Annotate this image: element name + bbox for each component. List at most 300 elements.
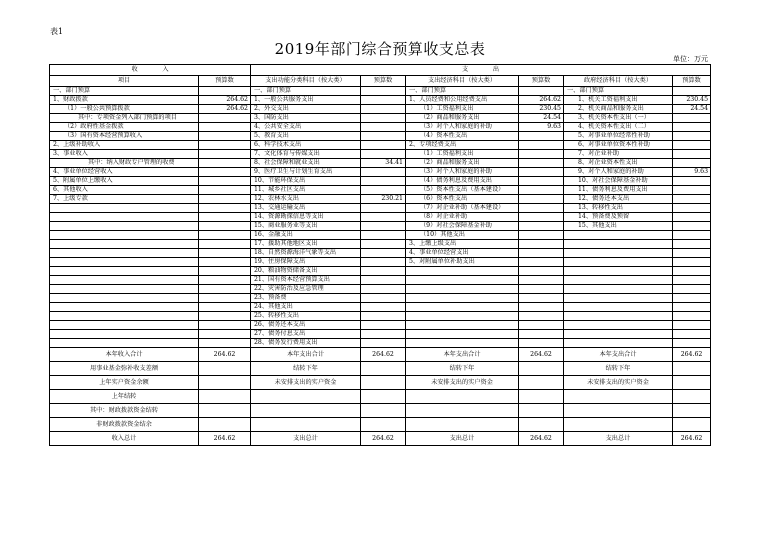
table-row [50, 105, 711, 114]
table-cell [673, 204, 711, 213]
table-cell: 12、农林水支出 [251, 195, 361, 204]
table-row [50, 267, 711, 276]
table-cell [361, 303, 406, 312]
table-cell [406, 339, 519, 348]
table-cell [50, 213, 199, 222]
table-cell: 24.54 [519, 114, 564, 123]
table-cell [673, 276, 711, 285]
table-cell [519, 159, 564, 168]
table-cell [564, 276, 673, 285]
table-row [50, 123, 711, 132]
table-cell [361, 321, 406, 330]
table-cell [564, 258, 673, 267]
expense-group-header: 支 出 [251, 65, 711, 76]
table-row [50, 114, 711, 123]
table-cell [50, 267, 199, 276]
table-cell [361, 330, 406, 339]
table-cell [564, 303, 673, 312]
table-cell [50, 276, 199, 285]
summary-cell: 264.62 [199, 348, 251, 362]
table-cell: 8、对企业资本性支出 [564, 159, 673, 168]
table-row [50, 231, 711, 240]
table-cell [564, 240, 673, 249]
summary-cell [564, 390, 673, 404]
table-row [50, 177, 711, 186]
table-cell: 6、对事业单位资本性补助 [564, 141, 673, 150]
table-cell: 23、预备费 [251, 294, 361, 303]
summary-cell [251, 390, 361, 404]
table-row [50, 294, 711, 303]
item-header: 项目 [50, 76, 199, 87]
table-cell [673, 114, 711, 123]
table-cell: 9.63 [519, 123, 564, 132]
summary-row [50, 362, 711, 376]
summary-cell [673, 404, 711, 418]
table-cell [406, 330, 519, 339]
table-cell [361, 213, 406, 222]
table-cell [50, 303, 199, 312]
table-cell [361, 267, 406, 276]
table-cell: 14、预备费及预留 [564, 213, 673, 222]
table-cell [50, 258, 199, 267]
table-cell: 6、科学技术支出 [251, 141, 361, 150]
table-cell [50, 294, 199, 303]
table-cell [519, 339, 564, 348]
summary-cell [519, 362, 564, 376]
table-cell: 15、其他支出 [564, 222, 673, 231]
table-cell: 34.41 [361, 159, 406, 168]
table-cell [199, 321, 251, 330]
table-cell: 6、其他收入 [50, 186, 199, 195]
table-cell [361, 285, 406, 294]
table-cell: 9、对个人和家庭的补助 [564, 168, 673, 177]
table-cell [564, 312, 673, 321]
table-cell: 1、财政拨款 [50, 96, 199, 105]
table-cell: 4、事业单位经营收入 [50, 168, 199, 177]
table-cell: 25、转移性支出 [251, 312, 361, 321]
budget-header-2: 预算数 [361, 76, 406, 87]
table-cell [519, 195, 564, 204]
summary-cell: 本年收入合计 [50, 348, 199, 362]
table-cell [406, 267, 519, 276]
summary-row [50, 432, 711, 446]
table-cell [199, 285, 251, 294]
table-cell [199, 222, 251, 231]
table-cell [361, 105, 406, 114]
table-cell [199, 186, 251, 195]
table-cell [361, 240, 406, 249]
table-row [50, 96, 711, 105]
table-cell [519, 87, 564, 96]
table-cell: 5、对附属单位补助支出 [406, 258, 519, 267]
table-cell [361, 141, 406, 150]
table-cell: 264.62 [519, 96, 564, 105]
table-cell [50, 321, 199, 330]
table-cell [673, 177, 711, 186]
table-row [50, 150, 711, 159]
table-cell: 7、对企业补助 [564, 150, 673, 159]
summary-cell: 未安排支出的实户资金 [251, 376, 361, 390]
header-row [50, 76, 711, 87]
table-cell [673, 213, 711, 222]
summary-cell: 结转下年 [406, 362, 519, 376]
table-cell [199, 330, 251, 339]
table-cell: （4）债务利息及费用支出 [406, 177, 519, 186]
table-cell [50, 240, 199, 249]
table-cell [519, 132, 564, 141]
summary-cell: 结转下年 [564, 362, 673, 376]
summary-cell: 264.62 [519, 348, 564, 362]
table-cell: （2）商品和服务支出 [406, 159, 519, 168]
table-cell [519, 141, 564, 150]
table-cell: 一、部门预算 [251, 87, 361, 96]
table-cell [199, 132, 251, 141]
summary-cell [519, 418, 564, 432]
table-cell: （6）资本性支出 [406, 195, 519, 204]
table-cell: 18、自然资源海洋气象等支出 [251, 249, 361, 258]
summary-cell: 用事业基金弥补收支差额 [50, 362, 199, 376]
table-cell [673, 240, 711, 249]
table-cell: （1）一般公共预算拨款 [50, 105, 199, 114]
table-cell: 230.45 [673, 96, 711, 105]
table-cell [50, 330, 199, 339]
table-cell [519, 204, 564, 213]
table-label: 表1 [50, 27, 64, 36]
summary-row [50, 418, 711, 432]
table-cell [519, 267, 564, 276]
table-cell [199, 195, 251, 204]
table-cell: （7）对企业补助（基本建设） [406, 204, 519, 213]
summary-cell [361, 362, 406, 376]
table-cell [361, 168, 406, 177]
table-cell: 24.54 [673, 105, 711, 114]
econ-class-header: 支出经济科目（按大类） [406, 76, 519, 87]
table-cell: 一、部门预算 [50, 87, 199, 96]
summary-row [50, 348, 711, 362]
table-row [50, 213, 711, 222]
table-cell: 10、节能环保支出 [251, 177, 361, 186]
table-cell [199, 249, 251, 258]
summary-cell [673, 390, 711, 404]
table-row [50, 285, 711, 294]
table-cell [199, 339, 251, 348]
table-cell [519, 294, 564, 303]
func-class-header: 支出功能分类科目（按大类） [251, 76, 361, 87]
table-cell [519, 249, 564, 258]
table-cell [199, 312, 251, 321]
summary-cell [519, 404, 564, 418]
summary-cell: 264.62 [361, 348, 406, 362]
table-cell [519, 330, 564, 339]
table-row [50, 258, 711, 267]
table-cell [361, 249, 406, 258]
summary-cell: 其中：财政拨款资金结转 [50, 404, 199, 418]
summary-cell: 264.62 [519, 432, 564, 446]
summary-cell: 本年支出合计 [564, 348, 673, 362]
table-row [50, 204, 711, 213]
summary-cell [673, 362, 711, 376]
table-row [50, 186, 711, 195]
summary-cell [406, 418, 519, 432]
table-cell [519, 321, 564, 330]
summary-cell: 264.62 [361, 432, 406, 446]
table-cell: 22、灾害防治及应急管理 [251, 285, 361, 294]
table-cell [519, 258, 564, 267]
table-cell: 264.62 [199, 96, 251, 105]
table-row [50, 87, 711, 96]
table-cell [673, 195, 711, 204]
table-row [50, 312, 711, 321]
table-cell: （9）对社会保障基金补助 [406, 222, 519, 231]
table-cell [50, 204, 199, 213]
table-cell [564, 294, 673, 303]
table-cell [50, 285, 199, 294]
summary-cell: 264.62 [673, 348, 711, 362]
table-cell [406, 321, 519, 330]
table-cell: 13、转移性支出 [564, 204, 673, 213]
table-row [50, 168, 711, 177]
table-cell [519, 312, 564, 321]
table-cell: 4、事业单位经营支出 [406, 249, 519, 258]
table-cell [673, 267, 711, 276]
summary-cell [199, 376, 251, 390]
summary-cell: 未安排支出的实户资金 [406, 376, 519, 390]
table-cell: 一、部门预算 [564, 87, 673, 96]
table-cell: 1、一般公共服务支出 [251, 96, 361, 105]
table-cell [50, 339, 199, 348]
table-cell [519, 213, 564, 222]
table-cell [199, 114, 251, 123]
table-cell [519, 177, 564, 186]
table-cell: 28、债务发行费用支出 [251, 339, 361, 348]
summary-cell [519, 390, 564, 404]
summary-cell [361, 404, 406, 418]
table-cell [673, 303, 711, 312]
table-cell: 13、交通运输支出 [251, 204, 361, 213]
table-cell [673, 312, 711, 321]
table-cell: （2）政府性基金拨款 [50, 123, 199, 132]
table-cell: （8）对企业补助 [406, 213, 519, 222]
table-cell [519, 285, 564, 294]
summary-row [50, 376, 711, 390]
table-cell [361, 312, 406, 321]
table-cell [361, 276, 406, 285]
table-row [50, 240, 711, 249]
table-cell [361, 186, 406, 195]
summary-cell: 结转下年 [251, 362, 361, 376]
budget-header-4: 预算数 [673, 76, 711, 87]
summary-cell [361, 390, 406, 404]
table-cell: 19、住房保障支出 [251, 258, 361, 267]
table-row [50, 276, 711, 285]
table-cell: 其中：专项资金列入部门预算的项目 [50, 114, 199, 123]
table-cell: 3、国防支出 [251, 114, 361, 123]
table-cell [199, 141, 251, 150]
table-cell: 14、资源勘探信息等支出 [251, 213, 361, 222]
table-row [50, 303, 711, 312]
budget-header-3: 预算数 [519, 76, 564, 87]
summary-cell: 支出总计 [564, 432, 673, 446]
table-cell: （3）对个人和家庭的补助 [406, 123, 519, 132]
table-cell [519, 222, 564, 231]
table-row [50, 159, 711, 168]
summary-cell [564, 418, 673, 432]
table-cell: 4、公共安全支出 [251, 123, 361, 132]
table-cell: 一、部门预算 [406, 87, 519, 96]
table-cell [673, 321, 711, 330]
summary-cell: 收入总计 [50, 432, 199, 446]
table-cell [199, 267, 251, 276]
table-cell [361, 150, 406, 159]
table-cell [199, 240, 251, 249]
table-cell: 12、债务还本支出 [564, 195, 673, 204]
table-cell [673, 339, 711, 348]
table-cell [199, 159, 251, 168]
table-cell [361, 231, 406, 240]
summary-cell [519, 376, 564, 390]
table-cell [673, 159, 711, 168]
table-row [50, 339, 711, 348]
summary-cell: 上年实户资金余额 [50, 376, 199, 390]
table-cell [519, 168, 564, 177]
table-cell: （5）资本性支出（基本建设） [406, 186, 519, 195]
table-cell: 5、附属单位上缴收入 [50, 177, 199, 186]
table-cell: 3、事业收入 [50, 150, 199, 159]
summary-cell [673, 418, 711, 432]
summary-cell [199, 390, 251, 404]
summary-cell [361, 418, 406, 432]
table-cell [673, 231, 711, 240]
summary-cell [199, 404, 251, 418]
table-row [50, 195, 711, 204]
table-cell: （3）国有资本经营预算收入 [50, 132, 199, 141]
table-cell [564, 285, 673, 294]
table-cell [519, 303, 564, 312]
table-cell [361, 204, 406, 213]
table-row [50, 330, 711, 339]
table-cell [564, 249, 673, 258]
table-cell [50, 312, 199, 321]
table-cell: 2、上级补助收入 [50, 141, 199, 150]
table-cell [673, 141, 711, 150]
table-cell: 1、人员经费和公用经费支出 [406, 96, 519, 105]
table-cell [50, 231, 199, 240]
table-row [50, 249, 711, 258]
table-cell [406, 303, 519, 312]
table-cell [673, 285, 711, 294]
table-cell [564, 231, 673, 240]
table-cell: 3、上缴上级支出 [406, 240, 519, 249]
table-cell: （10）其他支出 [406, 231, 519, 240]
table-row [50, 222, 711, 231]
table-cell [361, 114, 406, 123]
table-cell [199, 276, 251, 285]
table-cell: 3、机关资本性支出（一） [564, 114, 673, 123]
table-cell: 20、粮油物资储备支出 [251, 267, 361, 276]
summary-cell: 264.62 [199, 432, 251, 446]
table-cell [361, 177, 406, 186]
table-cell [673, 258, 711, 267]
table-cell [564, 330, 673, 339]
summary-cell [564, 404, 673, 418]
page-title: 2019年部门综合预算收支总表 [274, 40, 486, 58]
summary-cell [406, 390, 519, 404]
table-cell [519, 276, 564, 285]
table-cell: （1）工资福利支出 [406, 105, 519, 114]
table-cell [361, 132, 406, 141]
table-cell: 2、专项经费支出 [406, 141, 519, 150]
summary-row [50, 404, 711, 418]
table-cell [519, 186, 564, 195]
table-cell [673, 249, 711, 258]
table-cell [199, 150, 251, 159]
table-cell [199, 168, 251, 177]
table-cell [50, 222, 199, 231]
table-cell: 264.62 [199, 105, 251, 114]
table-cell: （2）商品和服务支出 [406, 114, 519, 123]
summary-cell [251, 418, 361, 432]
table-cell: （3）对个人和家庭的补助 [406, 168, 519, 177]
summary-cell: 非财政拨款资金结余 [50, 418, 199, 432]
table-row [50, 321, 711, 330]
header-group-row [50, 65, 711, 76]
summary-cell: 支出总计 [251, 432, 361, 446]
table-cell [519, 240, 564, 249]
table-cell: 26、债务还本支出 [251, 321, 361, 330]
table-cell [673, 87, 711, 96]
table-cell [361, 96, 406, 105]
table-cell [673, 294, 711, 303]
table-body [50, 65, 711, 446]
table-cell: 10、对社会保障基金补助 [564, 177, 673, 186]
table-cell: 27、债务付息支出 [251, 330, 361, 339]
summary-cell: 未安排支出的实户资金 [564, 376, 673, 390]
table-cell [361, 222, 406, 231]
table-cell: 15、商业服务业等支出 [251, 222, 361, 231]
table-cell [199, 204, 251, 213]
table-cell [673, 150, 711, 159]
table-cell [406, 276, 519, 285]
table-cell [673, 186, 711, 195]
table-row [50, 141, 711, 150]
table-cell [519, 150, 564, 159]
table-cell: 5、教育支出 [251, 132, 361, 141]
table-cell [564, 339, 673, 348]
table-cell [361, 123, 406, 132]
table-cell [564, 267, 673, 276]
table-cell: 4、机关资本性支出（二） [564, 123, 673, 132]
table-cell [361, 339, 406, 348]
table-cell: 230.45 [519, 105, 564, 114]
table-cell [50, 249, 199, 258]
table-cell: 9.63 [673, 168, 711, 177]
table-cell: 230.21 [361, 195, 406, 204]
table-cell: 16、金融支出 [251, 231, 361, 240]
summary-cell: 上年结转 [50, 390, 199, 404]
table-cell [361, 294, 406, 303]
table-cell [564, 321, 673, 330]
table-cell [199, 258, 251, 267]
summary-cell: 支出总计 [406, 432, 519, 446]
summary-cell [673, 376, 711, 390]
summary-cell [406, 404, 519, 418]
table-cell [199, 303, 251, 312]
table-cell [406, 285, 519, 294]
table-cell: 9、医疗卫生与计划生育支出 [251, 168, 361, 177]
table-cell [673, 330, 711, 339]
table-cell: 2、机关商品和服务支出 [564, 105, 673, 114]
table-cell: 24、其他支出 [251, 303, 361, 312]
